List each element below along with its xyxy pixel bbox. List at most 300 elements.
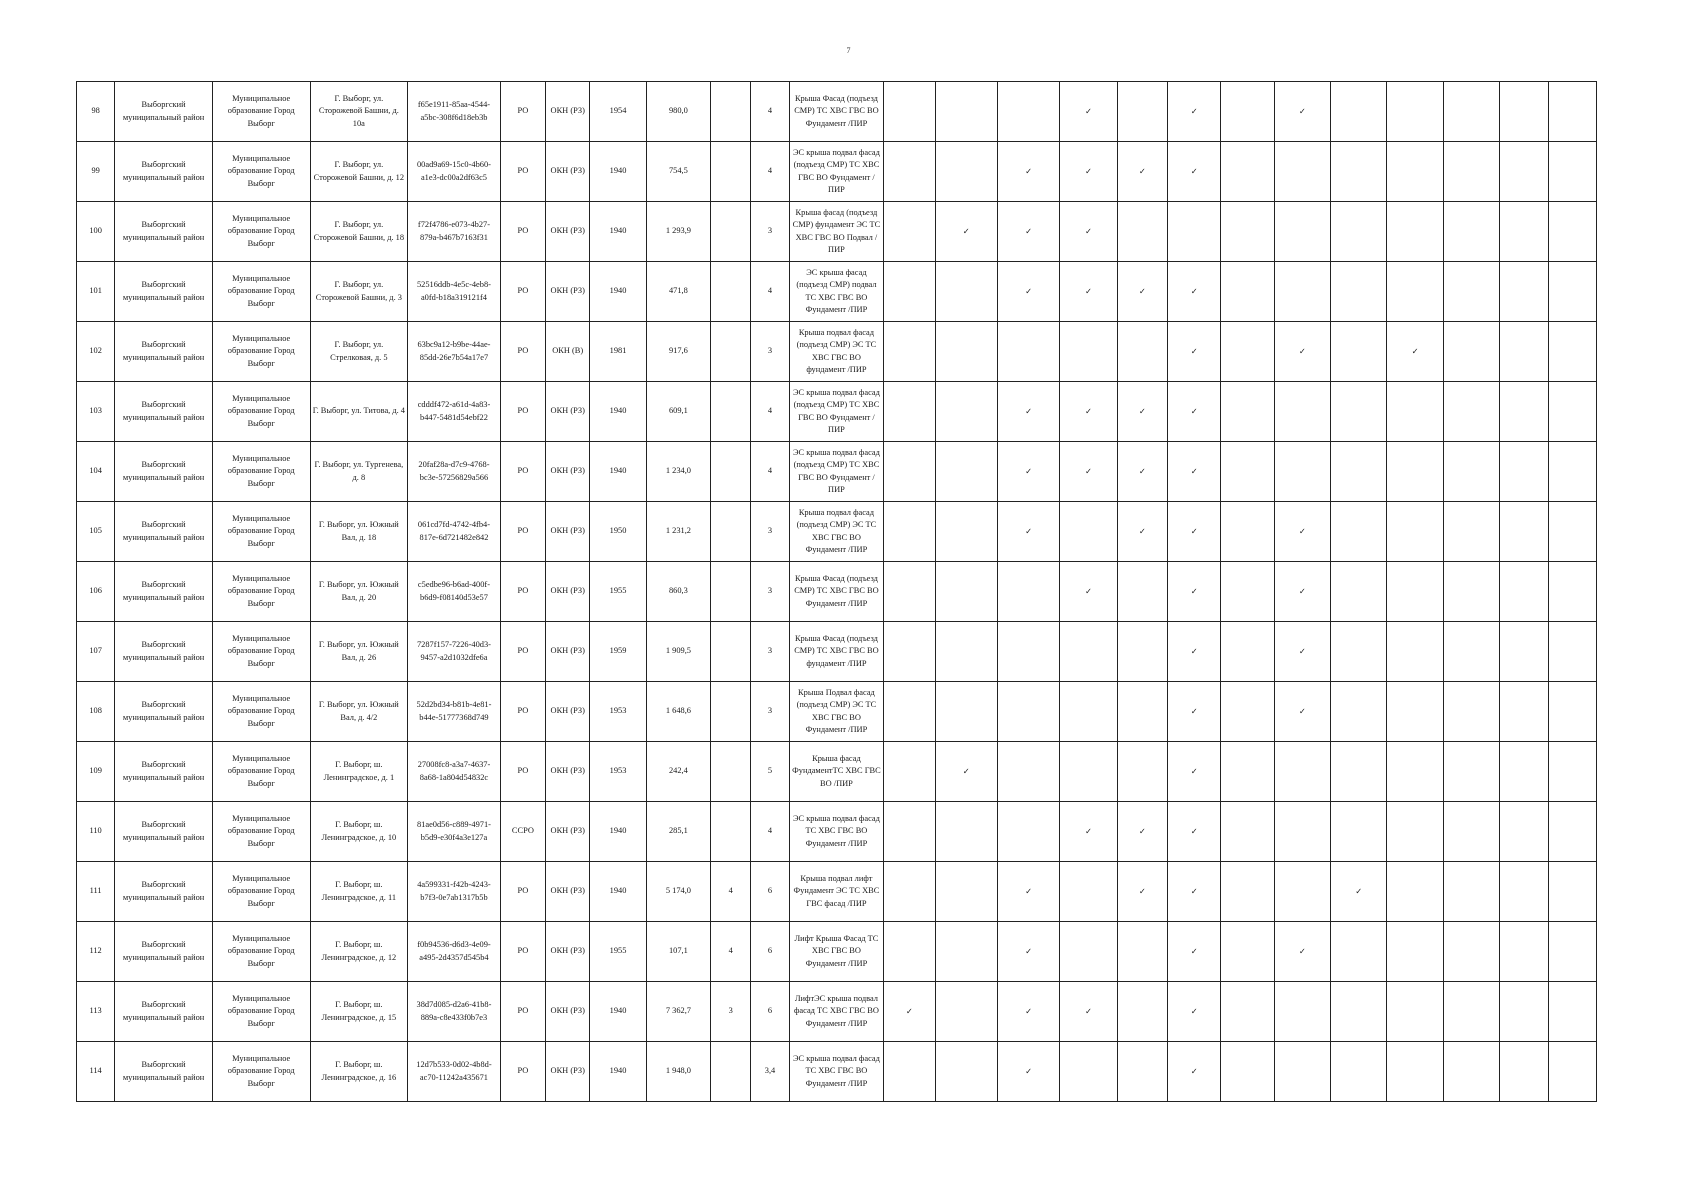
empty-check-cell <box>935 82 997 142</box>
empty-check-cell <box>1117 82 1167 142</box>
owner-type-cell: ССРО <box>500 802 545 862</box>
empty-check-cell <box>997 562 1059 622</box>
empty-check-cell <box>1274 202 1330 262</box>
empty-check-cell <box>884 442 935 502</box>
check-mark-icon: ✓ <box>1168 922 1221 982</box>
year-cell: 1954 <box>590 82 646 142</box>
owner-type-cell: РО <box>500 262 545 322</box>
empty-check-cell <box>884 742 935 802</box>
empty-check-cell <box>935 382 997 442</box>
extra-1-cell <box>711 622 751 682</box>
check-mark-icon: ✓ <box>1274 322 1330 382</box>
district-cell: Выборгский муниципальный район <box>115 1042 213 1102</box>
district-cell: Выборгский муниципальный район <box>115 562 213 622</box>
guid-cell: cdddf472-a61d-4a83-b447-5481d54ebf22 <box>408 382 501 442</box>
owner-type-cell: РО <box>500 622 545 682</box>
row-number-cell: 112 <box>77 922 115 982</box>
empty-check-cell <box>935 262 997 322</box>
area-cell: 917,6 <box>646 322 710 382</box>
municipality-cell: Муниципальное образование Город Выборг <box>212 562 310 622</box>
check-mark-icon: ✓ <box>997 262 1059 322</box>
extra-1-cell <box>711 202 751 262</box>
empty-check-cell <box>1387 142 1443 202</box>
address-cell: Г. Выборг, ул. Титова, д. 4 <box>310 382 408 442</box>
empty-check-cell <box>884 322 935 382</box>
row-number-cell: 109 <box>77 742 115 802</box>
check-mark-icon: ✓ <box>1117 802 1167 862</box>
empty-check-cell <box>1221 982 1274 1042</box>
check-mark-icon: ✓ <box>1168 82 1221 142</box>
municipality-cell: Муниципальное образование Город Выборг <box>212 622 310 682</box>
empty-check-cell <box>935 502 997 562</box>
empty-check-cell <box>1387 382 1443 442</box>
empty-check-cell <box>1221 562 1274 622</box>
extra-2-cell: 3 <box>751 202 789 262</box>
guid-cell: 27008fc8-a3a7-4637-8a68-1a804d54832c <box>408 742 501 802</box>
extra-1-cell <box>711 802 751 862</box>
year-cell: 1981 <box>590 322 646 382</box>
empty-check-cell <box>1221 502 1274 562</box>
guid-cell: c5edbe96-b6ad-400f-b6d9-f08140d53e57 <box>408 562 501 622</box>
works-list-cell: Крыша Подвал фасад (подъезд СМР) ЭС ТС ХВС ГВС ВО Фундамент /ПИР <box>789 682 884 742</box>
check-mark-icon: ✓ <box>1168 862 1221 922</box>
address-cell: Г. Выборг, ш. Ленинградское, д. 1 <box>310 742 408 802</box>
empty-check-cell <box>1500 142 1548 202</box>
empty-check-cell <box>935 982 997 1042</box>
area-cell: 107,1 <box>646 922 710 982</box>
empty-check-cell <box>935 802 997 862</box>
empty-check-cell <box>1117 682 1167 742</box>
extra-2-cell: 6 <box>751 862 789 922</box>
empty-check-cell <box>1443 862 1499 922</box>
municipality-cell: Муниципальное образование Город Выборг <box>212 682 310 742</box>
extra-1-cell: 4 <box>711 922 751 982</box>
check-mark-icon: ✓ <box>1168 982 1221 1042</box>
extra-1-cell <box>711 142 751 202</box>
empty-check-cell <box>1331 202 1387 262</box>
check-mark-icon: ✓ <box>997 202 1059 262</box>
table-row <box>77 322 1597 382</box>
empty-check-cell <box>1331 82 1387 142</box>
check-mark-icon: ✓ <box>1117 442 1167 502</box>
table-row <box>77 1042 1597 1102</box>
empty-check-cell <box>1331 922 1387 982</box>
empty-check-cell <box>884 202 935 262</box>
empty-check-cell <box>935 322 997 382</box>
area-cell: 609,1 <box>646 382 710 442</box>
empty-check-cell <box>1221 622 1274 682</box>
year-cell: 1953 <box>590 742 646 802</box>
empty-check-cell <box>884 562 935 622</box>
method-cell: ОКН (РЗ) <box>546 142 590 202</box>
municipality-cell: Муниципальное образование Город Выборг <box>212 382 310 442</box>
check-mark-icon: ✓ <box>1168 262 1221 322</box>
extra-2-cell: 3 <box>751 562 789 622</box>
works-list-cell: Крыша подвал лифт Фундамент ЭС ТС ХВС ГВС фасад /ПИР <box>789 862 884 922</box>
area-cell: 860,3 <box>646 562 710 622</box>
empty-check-cell <box>1060 682 1117 742</box>
row-number-cell: 102 <box>77 322 115 382</box>
method-cell: ОКН (РЗ) <box>546 922 590 982</box>
check-mark-icon: ✓ <box>1387 322 1443 382</box>
owner-type-cell: РО <box>500 982 545 1042</box>
empty-check-cell <box>1548 82 1596 142</box>
guid-cell: 061cd7fd-4742-4fb4-817e-6d721482e842 <box>408 502 501 562</box>
area-cell: 285,1 <box>646 802 710 862</box>
check-mark-icon: ✓ <box>1168 1042 1221 1102</box>
check-mark-icon: ✓ <box>1060 382 1117 442</box>
address-cell: Г. Выборг, ул. Сторожевой Башни, д. 3 <box>310 262 408 322</box>
empty-check-cell <box>1331 502 1387 562</box>
empty-check-cell <box>1548 742 1596 802</box>
works-list-cell: ЭС крыша подвал фасад ТС ХВС ГВС ВО Фундамент /ПИР <box>789 802 884 862</box>
area-cell: 471,8 <box>646 262 710 322</box>
empty-check-cell <box>935 922 997 982</box>
empty-check-cell <box>1117 622 1167 682</box>
empty-check-cell <box>1443 202 1499 262</box>
check-mark-icon: ✓ <box>997 862 1059 922</box>
check-mark-icon: ✓ <box>1060 442 1117 502</box>
empty-check-cell <box>997 82 1059 142</box>
area-cell: 1 948,0 <box>646 1042 710 1102</box>
extra-2-cell: 5 <box>751 742 789 802</box>
address-cell: Г. Выборг, ул. Сторожевой Башни, д. 18 <box>310 202 408 262</box>
empty-check-cell <box>935 622 997 682</box>
method-cell: ОКН (РЗ) <box>546 202 590 262</box>
empty-check-cell <box>935 562 997 622</box>
check-mark-icon: ✓ <box>1168 322 1221 382</box>
address-cell: Г. Выборг, ул. Южный Вал, д. 18 <box>310 502 408 562</box>
works-list-cell: ЛифтЭС крыша подвал фасад ТС ХВС ГВС ВО Фундамент /ПИР <box>789 982 884 1042</box>
district-cell: Выборгский муниципальный район <box>115 862 213 922</box>
empty-check-cell <box>1443 742 1499 802</box>
method-cell: ОКН (РЗ) <box>546 562 590 622</box>
extra-2-cell: 6 <box>751 922 789 982</box>
empty-check-cell <box>884 142 935 202</box>
empty-check-cell <box>1443 922 1499 982</box>
address-cell: Г. Выборг, ш. Ленинградское, д. 12 <box>310 922 408 982</box>
area-cell: 1 231,2 <box>646 502 710 562</box>
empty-check-cell <box>1221 802 1274 862</box>
empty-check-cell <box>1443 322 1499 382</box>
empty-check-cell <box>1060 322 1117 382</box>
empty-check-cell <box>1060 862 1117 922</box>
empty-check-cell <box>1548 982 1596 1042</box>
guid-cell: 00ad9a69-15c0-4b60-a1e3-dc00a2df63c5 <box>408 142 501 202</box>
district-cell: Выборгский муниципальный район <box>115 622 213 682</box>
empty-check-cell <box>935 682 997 742</box>
area-cell: 5 174,0 <box>646 862 710 922</box>
year-cell: 1955 <box>590 562 646 622</box>
table-row <box>77 742 1597 802</box>
guid-cell: 4a599331-f42b-4243-b7f3-0e7ab1317b5b <box>408 862 501 922</box>
empty-check-cell <box>997 682 1059 742</box>
district-cell: Выборгский муниципальный район <box>115 202 213 262</box>
empty-check-cell <box>1274 1042 1330 1102</box>
municipality-cell: Муниципальное образование Город Выборг <box>212 802 310 862</box>
empty-check-cell <box>935 442 997 502</box>
empty-check-cell <box>1387 982 1443 1042</box>
empty-check-cell <box>1387 82 1443 142</box>
check-mark-icon: ✓ <box>997 382 1059 442</box>
guid-cell: 12d7b533-0d02-4b8d-ac70-11242a435671 <box>408 1042 501 1102</box>
empty-check-cell <box>1221 442 1274 502</box>
empty-check-cell <box>1221 142 1274 202</box>
year-cell: 1940 <box>590 382 646 442</box>
method-cell: ОКН (РЗ) <box>546 742 590 802</box>
empty-check-cell <box>1548 862 1596 922</box>
empty-check-cell <box>1500 382 1548 442</box>
extra-1-cell <box>711 1042 751 1102</box>
empty-check-cell <box>1387 202 1443 262</box>
method-cell: ОКН (РЗ) <box>546 802 590 862</box>
guid-cell: f0b94536-d6d3-4e09-a495-2d4357d545b4 <box>408 922 501 982</box>
row-number-cell: 98 <box>77 82 115 142</box>
extra-1-cell <box>711 262 751 322</box>
owner-type-cell: РО <box>500 562 545 622</box>
guid-cell: 63bc9a12-b9be-44ae-85dd-26e7b54a17e7 <box>408 322 501 382</box>
table-row <box>77 382 1597 442</box>
table-row <box>77 442 1597 502</box>
works-list-cell: ЭС крыша подвал фасад (подъезд СМР) ТС ХВС ГВС ВО Фундамент /ПИР <box>789 442 884 502</box>
empty-check-cell <box>884 622 935 682</box>
municipality-cell: Муниципальное образование Город Выборг <box>212 862 310 922</box>
empty-check-cell <box>1443 82 1499 142</box>
empty-check-cell <box>884 382 935 442</box>
check-mark-icon: ✓ <box>1060 982 1117 1042</box>
empty-check-cell <box>1221 922 1274 982</box>
address-cell: Г. Выборг, ш. Ленинградское, д. 16 <box>310 1042 408 1102</box>
empty-check-cell <box>1443 382 1499 442</box>
empty-check-cell <box>884 1042 935 1102</box>
empty-check-cell <box>1443 802 1499 862</box>
works-list-cell: Крыша фасад ФундаментТС ХВС ГВС ВО /ПИР <box>789 742 884 802</box>
empty-check-cell <box>997 322 1059 382</box>
empty-check-cell <box>1443 142 1499 202</box>
guid-cell: f72f4786-e073-4b27-879a-b467b7163f31 <box>408 202 501 262</box>
empty-check-cell <box>1331 442 1387 502</box>
empty-check-cell <box>1500 982 1548 1042</box>
check-mark-icon: ✓ <box>884 982 935 1042</box>
empty-check-cell <box>1221 742 1274 802</box>
extra-1-cell <box>711 82 751 142</box>
empty-check-cell <box>1331 802 1387 862</box>
district-cell: Выборгский муниципальный район <box>115 262 213 322</box>
check-mark-icon: ✓ <box>1274 682 1330 742</box>
empty-check-cell <box>1443 682 1499 742</box>
check-mark-icon: ✓ <box>1168 622 1221 682</box>
table-row <box>77 862 1597 922</box>
empty-check-cell <box>1443 562 1499 622</box>
method-cell: ОКН (В) <box>546 322 590 382</box>
check-mark-icon: ✓ <box>997 142 1059 202</box>
empty-check-cell <box>1331 982 1387 1042</box>
row-number-cell: 101 <box>77 262 115 322</box>
year-cell: 1955 <box>590 922 646 982</box>
empty-check-cell <box>1221 322 1274 382</box>
extra-1-cell <box>711 742 751 802</box>
method-cell: ОКН (РЗ) <box>546 382 590 442</box>
empty-check-cell <box>1221 682 1274 742</box>
check-mark-icon: ✓ <box>1060 802 1117 862</box>
empty-check-cell <box>1387 622 1443 682</box>
year-cell: 1950 <box>590 502 646 562</box>
method-cell: ОКН (РЗ) <box>546 262 590 322</box>
area-cell: 242,4 <box>646 742 710 802</box>
year-cell: 1940 <box>590 802 646 862</box>
check-mark-icon: ✓ <box>1274 82 1330 142</box>
year-cell: 1940 <box>590 1042 646 1102</box>
table-row <box>77 682 1597 742</box>
empty-check-cell <box>1548 562 1596 622</box>
year-cell: 1940 <box>590 262 646 322</box>
extra-1-cell <box>711 682 751 742</box>
municipality-cell: Муниципальное образование Город Выборг <box>212 82 310 142</box>
row-number-cell: 104 <box>77 442 115 502</box>
empty-check-cell <box>1443 622 1499 682</box>
empty-check-cell <box>1500 622 1548 682</box>
municipality-cell: Муниципальное образование Город Выборг <box>212 502 310 562</box>
empty-check-cell <box>1117 922 1167 982</box>
check-mark-icon: ✓ <box>997 502 1059 562</box>
extra-2-cell: 3 <box>751 682 789 742</box>
extra-2-cell: 3 <box>751 502 789 562</box>
empty-check-cell <box>1117 982 1167 1042</box>
empty-check-cell <box>935 862 997 922</box>
check-mark-icon: ✓ <box>1274 502 1330 562</box>
empty-check-cell <box>1221 82 1274 142</box>
empty-check-cell <box>997 622 1059 682</box>
method-cell: ОКН (РЗ) <box>546 982 590 1042</box>
empty-check-cell <box>1168 202 1221 262</box>
table-row <box>77 922 1597 982</box>
empty-check-cell <box>997 742 1059 802</box>
empty-check-cell <box>1548 322 1596 382</box>
district-cell: Выборгский муниципальный район <box>115 982 213 1042</box>
empty-check-cell <box>1274 982 1330 1042</box>
district-cell: Выборгский муниципальный район <box>115 682 213 742</box>
empty-check-cell <box>1548 442 1596 502</box>
empty-check-cell <box>1548 922 1596 982</box>
empty-check-cell <box>1060 622 1117 682</box>
check-mark-icon: ✓ <box>1117 862 1167 922</box>
municipality-cell: Муниципальное образование Город Выборг <box>212 982 310 1042</box>
empty-check-cell <box>1500 862 1548 922</box>
owner-type-cell: РО <box>500 442 545 502</box>
empty-check-cell <box>1387 562 1443 622</box>
address-cell: Г. Выборг, ш. Ленинградское, д. 10 <box>310 802 408 862</box>
area-cell: 1 293,9 <box>646 202 710 262</box>
row-number-cell: 106 <box>77 562 115 622</box>
owner-type-cell: РО <box>500 1042 545 1102</box>
address-cell: Г. Выборг, ул. Сторожевой Башни, д. 10а <box>310 82 408 142</box>
extra-1-cell: 3 <box>711 982 751 1042</box>
works-list-cell: Крыша фасад (подъезд СМР) фундамент ЭС ТС ХВС ГВС ВО Подвал /ПИР <box>789 202 884 262</box>
municipality-cell: Муниципальное образование Город Выборг <box>212 202 310 262</box>
page-number: 7 <box>846 46 851 55</box>
empty-check-cell <box>1331 382 1387 442</box>
empty-check-cell <box>884 922 935 982</box>
address-cell: Г. Выборг, ул. Тургенева, д. 8 <box>310 442 408 502</box>
check-mark-icon: ✓ <box>1117 382 1167 442</box>
empty-check-cell <box>1274 862 1330 922</box>
empty-check-cell <box>1331 562 1387 622</box>
extra-2-cell: 4 <box>751 142 789 202</box>
owner-type-cell: РО <box>500 82 545 142</box>
empty-check-cell <box>1387 922 1443 982</box>
empty-check-cell <box>1387 262 1443 322</box>
check-mark-icon: ✓ <box>1168 682 1221 742</box>
row-number-cell: 99 <box>77 142 115 202</box>
empty-check-cell <box>884 82 935 142</box>
owner-type-cell: РО <box>500 742 545 802</box>
row-number-cell: 110 <box>77 802 115 862</box>
row-number-cell: 100 <box>77 202 115 262</box>
empty-check-cell <box>1331 262 1387 322</box>
empty-check-cell <box>1548 142 1596 202</box>
address-cell: Г. Выборг, ш. Ленинградское, д. 11 <box>310 862 408 922</box>
empty-check-cell <box>1500 562 1548 622</box>
empty-check-cell <box>1500 922 1548 982</box>
works-list-cell: Крыша Фасад (подъезд СМР) ТС ХВС ГВС ВО Фундамент /ПИР <box>789 562 884 622</box>
empty-check-cell <box>1221 202 1274 262</box>
register-table <box>76 81 1597 1102</box>
empty-check-cell <box>1117 322 1167 382</box>
check-mark-icon: ✓ <box>1117 502 1167 562</box>
district-cell: Выборгский муниципальный район <box>115 742 213 802</box>
empty-check-cell <box>1221 262 1274 322</box>
table-row <box>77 802 1597 862</box>
check-mark-icon: ✓ <box>1060 562 1117 622</box>
method-cell: ОКН (РЗ) <box>546 502 590 562</box>
empty-check-cell <box>1331 742 1387 802</box>
works-list-cell: ЭС крыша подвал фасад ТС ХВС ГВС ВО Фундамент /ПИР <box>789 1042 884 1102</box>
empty-check-cell <box>1443 262 1499 322</box>
area-cell: 980,0 <box>646 82 710 142</box>
check-mark-icon: ✓ <box>1168 382 1221 442</box>
check-mark-icon: ✓ <box>1168 742 1221 802</box>
empty-check-cell <box>884 862 935 922</box>
empty-check-cell <box>884 682 935 742</box>
address-cell: Г. Выборг, ш. Ленинградское, д. 15 <box>310 982 408 1042</box>
address-cell: Г. Выборг, ул. Стрелковая, д. 5 <box>310 322 408 382</box>
empty-check-cell <box>1387 862 1443 922</box>
check-mark-icon: ✓ <box>997 922 1059 982</box>
check-mark-icon: ✓ <box>1168 442 1221 502</box>
empty-check-cell <box>1274 142 1330 202</box>
guid-cell: 52516ddb-4e5c-4eb8-a0fd-b18a319121f4 <box>408 262 501 322</box>
table-row <box>77 262 1597 322</box>
check-mark-icon: ✓ <box>1060 202 1117 262</box>
row-number-cell: 111 <box>77 862 115 922</box>
extra-2-cell: 4 <box>751 262 789 322</box>
table-row <box>77 502 1597 562</box>
empty-check-cell <box>1500 202 1548 262</box>
extra-2-cell: 4 <box>751 382 789 442</box>
empty-check-cell <box>1221 1042 1274 1102</box>
works-list-cell: Крыша Фасад (подъезд СМР) ТС ХВС ГВС ВО Фундамент /ПИР <box>789 82 884 142</box>
empty-check-cell <box>1443 442 1499 502</box>
empty-check-cell <box>1548 1042 1596 1102</box>
check-mark-icon: ✓ <box>1060 82 1117 142</box>
owner-type-cell: РО <box>500 142 545 202</box>
guid-cell: 38d7d085-d2a6-41b8-889a-c8e433f0b7e3 <box>408 982 501 1042</box>
table-row <box>77 562 1597 622</box>
method-cell: ОКН (РЗ) <box>546 442 590 502</box>
guid-cell: 7287f157-7226-40d3-9457-a2d1032dfe6a <box>408 622 501 682</box>
check-mark-icon: ✓ <box>1274 922 1330 982</box>
works-list-cell: Крыша подвал фасад (подъезд СМР) ЭС ТС ХВС ГВС ВО фундамент /ПИР <box>789 322 884 382</box>
